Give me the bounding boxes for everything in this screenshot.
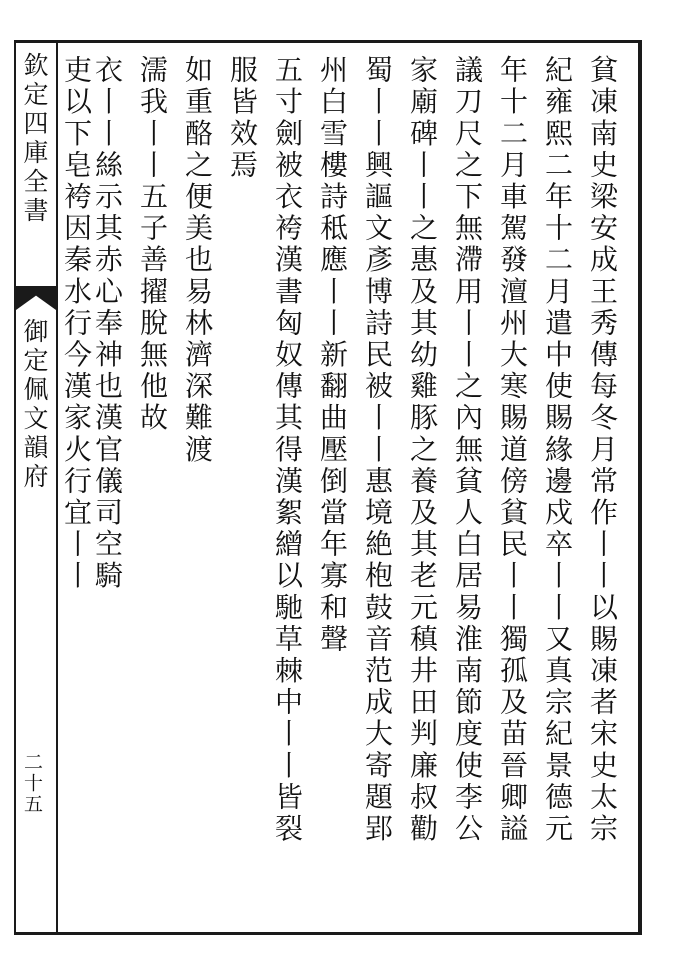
text-column-1: 貧凍南史梁安成王秀傳每冬月常作丨丨以賜凍者宋史太宗 [586,55,619,845]
fishtail-mark [16,286,56,310]
text-column-4: 議刀尺之下無滯用丨丨之內無貧人白居易淮南節度使李公 [451,55,484,845]
frame-bottom-line [14,932,640,935]
text-column-9: 服皆效焉 [226,55,259,182]
text-column-13: 吏以下皂袴因秦水行今漢家火行宜丨丨 [60,55,93,593]
text-column-5: 家廟碑丨丨之惠及其幼雞豚之養及其老元稹井田判廉叔勸 [406,55,439,845]
frame-left-line [14,40,16,935]
text-column-8: 五寸劍被衣袴漢書匈奴傳其得漢絮繒以馳草棘中丨丨皆裂 [271,55,304,845]
text-column-3: 年十二月車駕發澶州大寒賜道傍貧民丨丨獨孤及苗晉卿謚 [496,55,529,845]
text-column-6: 蜀丨丨興謳文彥博詩民被丨丨惠境絶枹鼓音范成大寄題郢 [361,55,394,845]
margin-collection-title: 欽定四庫全書 [20,52,49,226]
text-column-10: 如重酪之便美也易林濟深難渡 [181,55,214,466]
text-column-12: 衣丨丨絲示其赤心奉神也漢官儀司空騎 [91,55,124,593]
text-column-7: 州白雪樓詩秪應丨丨新翻曲壓倒當年寡和聲 [316,55,349,656]
margin-divider-line [56,40,58,935]
margin-page-number: 二十五 [21,752,43,815]
margin-book-title: 御定佩文韻府 [20,318,49,492]
frame-top-line [14,40,640,43]
text-column-2: 紀雍熙二年十二月遣中使賜緣邊戍卒丨丨又真宗紀景德元 [541,55,574,845]
frame-right-line [638,40,642,935]
text-column-11: 濡我丨丨五子善擢脫無他故 [136,55,169,435]
